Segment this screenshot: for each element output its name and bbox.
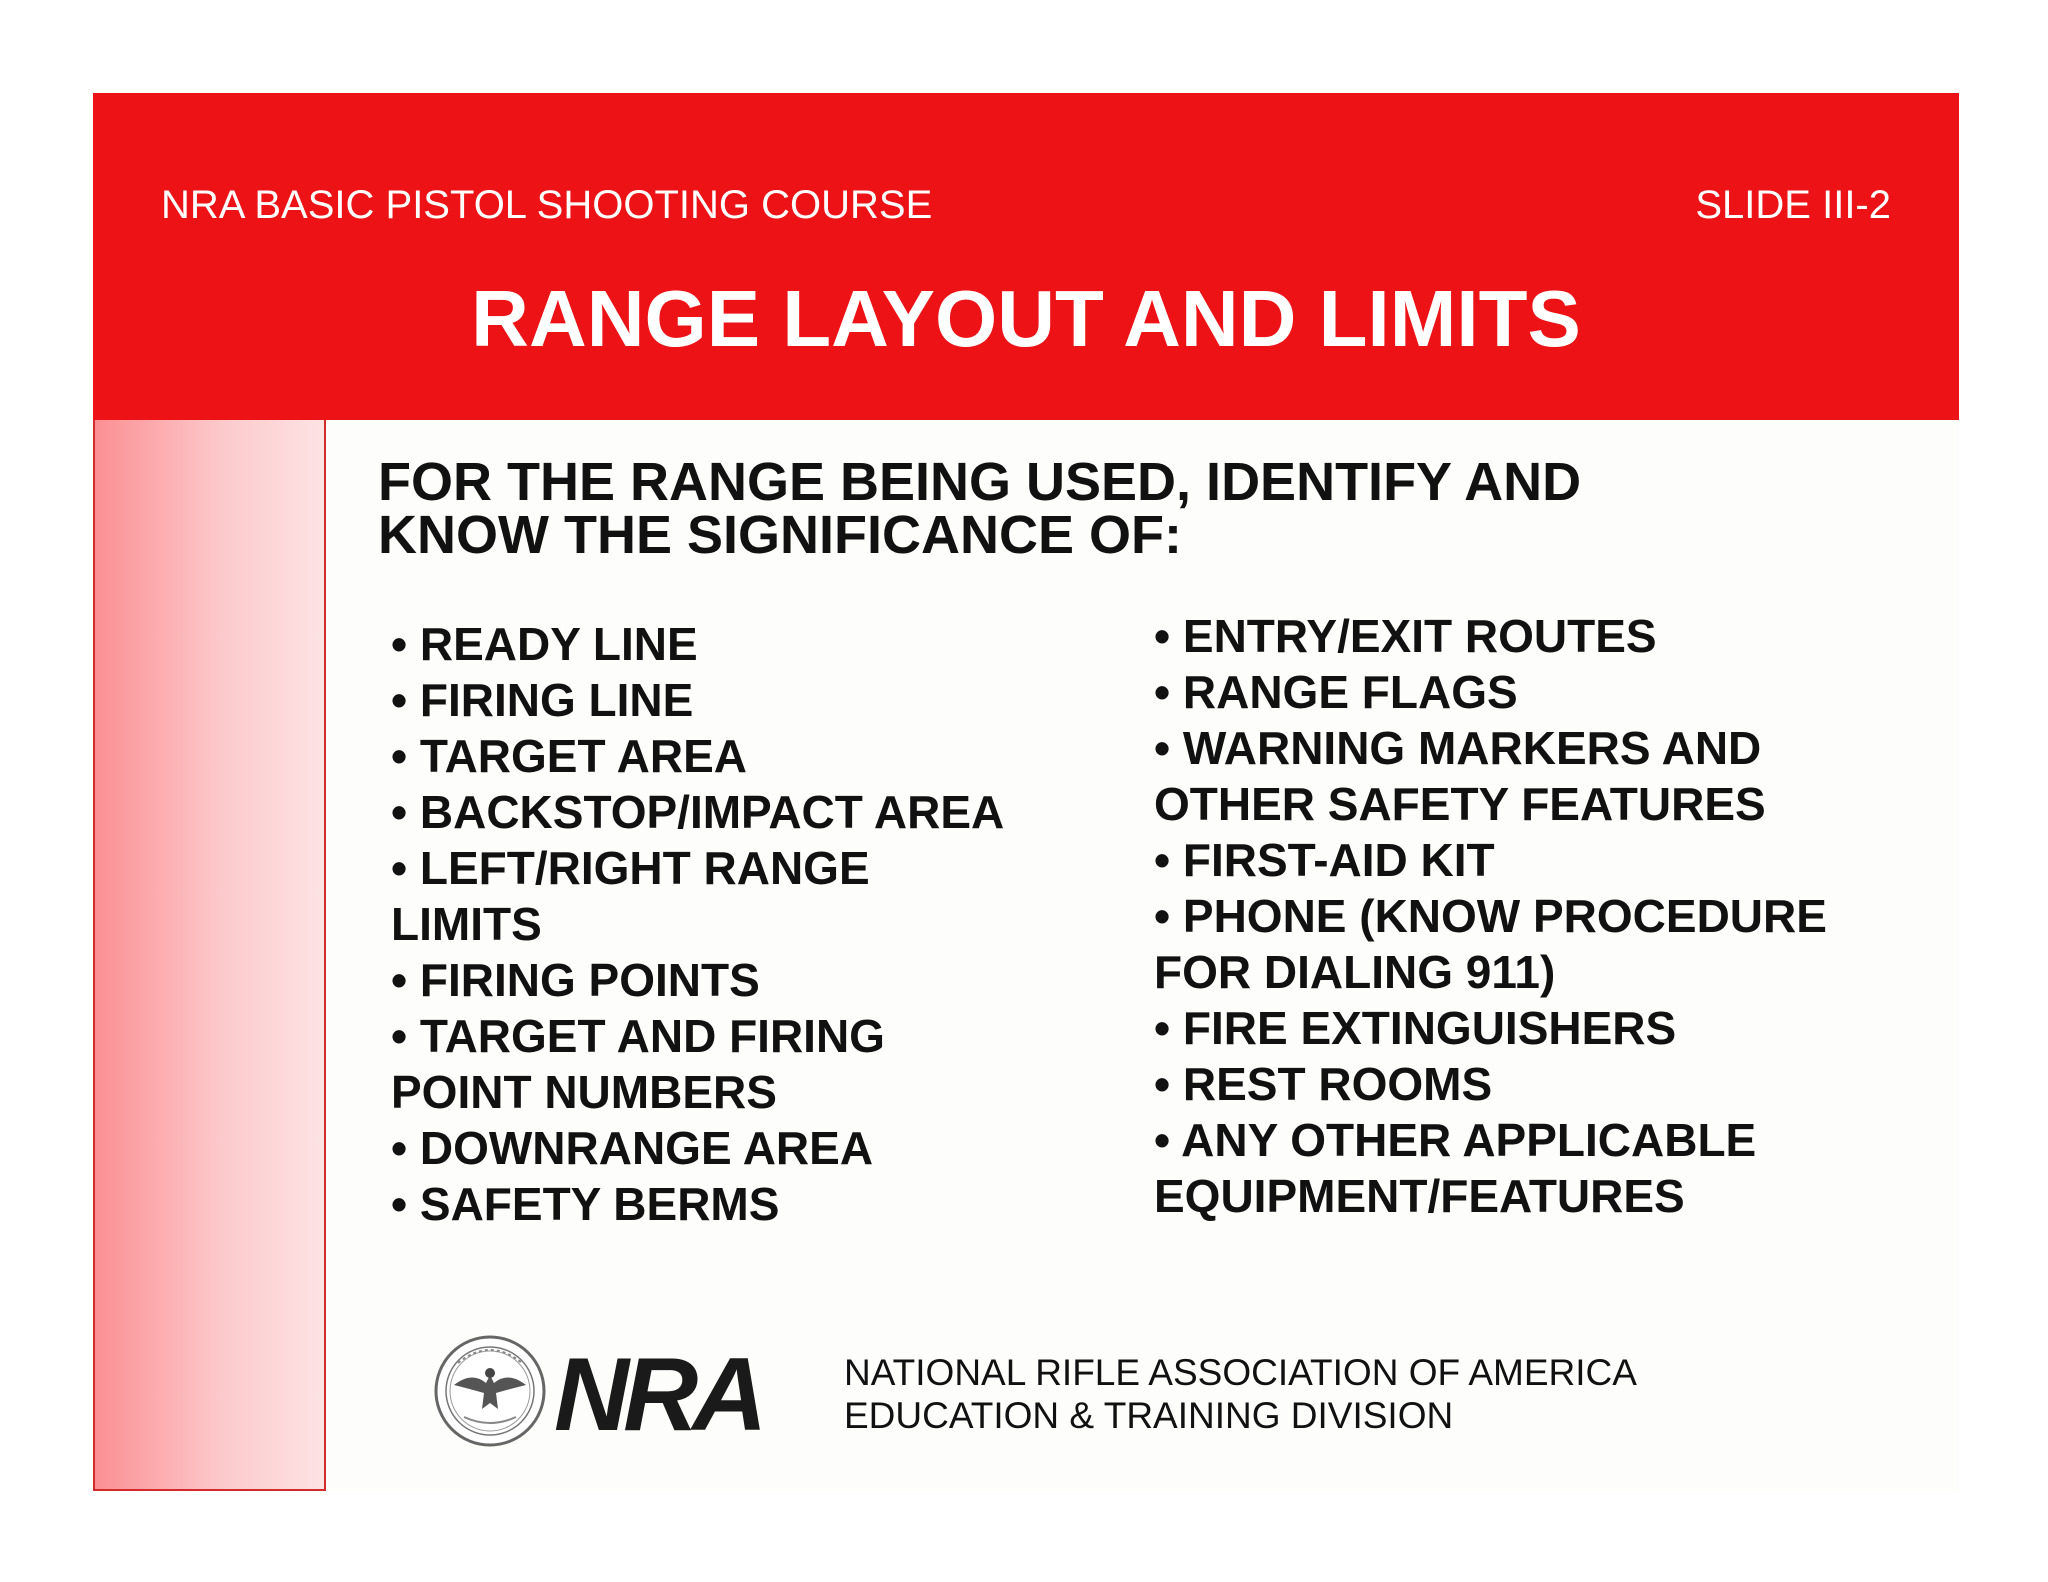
list-item-continuation: FOR DIALING 911) — [1154, 946, 1556, 998]
slide-number: SLIDE III-2 — [1695, 183, 1891, 227]
right-checklist — [1154, 608, 1827, 1224]
list-item: • WARNING MARKERS AND — [1154, 722, 1762, 774]
organization-division: EDUCATION & TRAINING DIVISION — [844, 1395, 1454, 1436]
list-item: • PHONE (KNOW PROCEDURE — [1154, 890, 1827, 942]
organization-name: NATIONAL RIFLE ASSOCIATION OF AMERICA — [844, 1352, 1637, 1393]
side-accent-bar — [93, 420, 326, 1491]
intro-heading — [378, 452, 1582, 565]
list-item: • ENTRY/EXIT ROUTES — [1154, 610, 1657, 662]
list-item: • TARGET AND FIRING — [391, 1010, 885, 1062]
list-item-continuation: EQUIPMENT/FEATURES — [1154, 1170, 1685, 1222]
list-item-continuation: OTHER SAFETY FEATURES — [1154, 778, 1766, 830]
list-item: • SAFETY BERMS — [391, 1178, 780, 1230]
list-item: • DOWNRANGE AREA — [391, 1122, 874, 1174]
nra-seal-icon — [436, 1337, 544, 1445]
list-item: • BACKSTOP/IMPACT AREA — [391, 786, 1005, 838]
list-item: • FIRST-AID KIT — [1154, 834, 1495, 886]
organization-credit — [844, 1351, 1637, 1437]
list-item-continuation: LIMITS — [391, 898, 542, 950]
list-item-continuation: POINT NUMBERS — [391, 1066, 777, 1118]
list-item: • RANGE FLAGS — [1154, 666, 1518, 718]
list-item: • READY LINE — [391, 618, 698, 670]
nra-logo — [432, 1333, 772, 1453]
list-item: • TARGET AREA — [391, 730, 747, 782]
list-item: • FIRING LINE — [391, 674, 694, 726]
intro-line-2: KNOW THE SIGNIFICANCE OF: — [378, 505, 1182, 565]
nra-logo-icon: NRA — [554, 1337, 762, 1453]
list-item: • ANY OTHER APPLICABLE — [1154, 1114, 1757, 1166]
slide-title: RANGE LAYOUT AND LIMITS — [471, 274, 1581, 363]
list-item: • FIRING POINTS — [391, 954, 760, 1006]
course-name: NRA BASIC PISTOL SHOOTING COURSE — [161, 183, 933, 227]
list-item: • LEFT/RIGHT RANGE — [391, 842, 870, 894]
slide — [93, 93, 1959, 1491]
intro-line-1: FOR THE RANGE BEING USED, IDENTIFY AND — [378, 452, 1582, 512]
list-item: • FIRE EXTINGUISHERS — [1154, 1002, 1677, 1054]
list-item: • REST ROOMS — [1154, 1058, 1493, 1110]
slide-header — [93, 93, 1959, 420]
left-checklist — [391, 616, 1004, 1232]
